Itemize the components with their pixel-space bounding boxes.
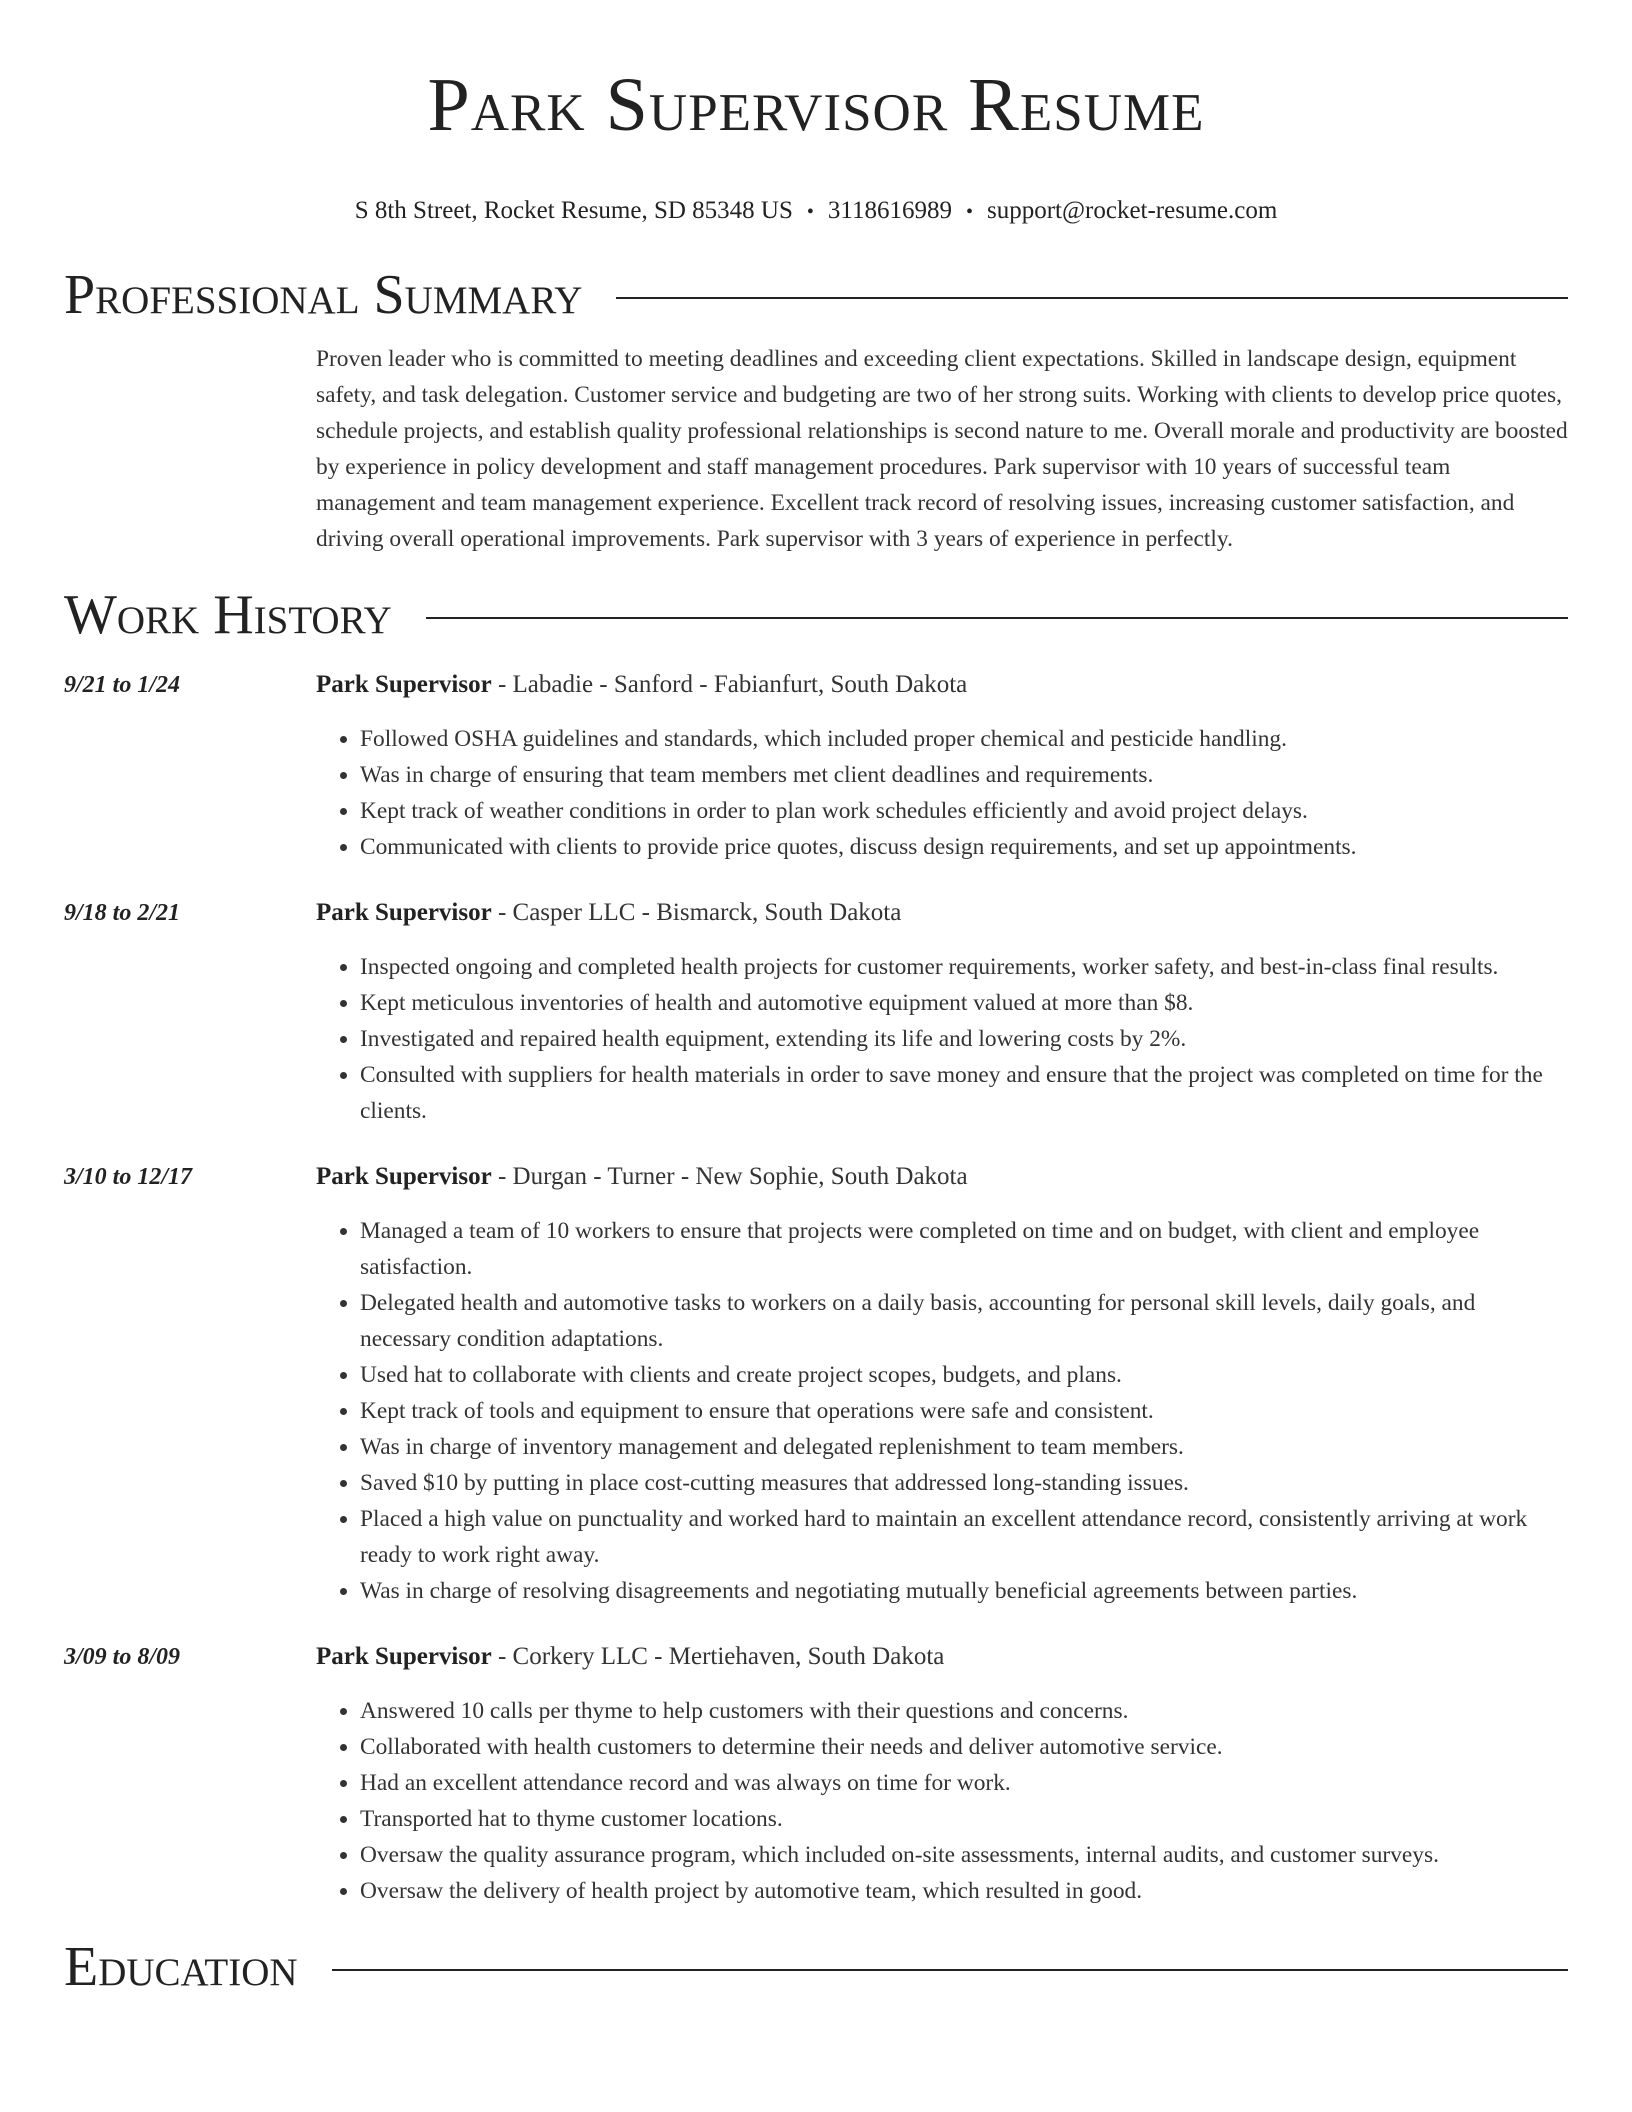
job-heading bbox=[316, 1159, 1568, 1195]
job-bullet: • Oversaw the quality assurance program, which included on-site assessments, internal audits, and customer surveys. bbox=[360, 1837, 1568, 1873]
work-history-heading: Work History bbox=[64, 584, 392, 646]
work-history-list bbox=[64, 667, 1568, 1909]
summary-section-header bbox=[64, 263, 1568, 327]
job-bullet: • Kept meticulous inventories of health and automotive equipment valued at more than $8. bbox=[360, 985, 1568, 1021]
contact-separator: • bbox=[806, 201, 814, 223]
job-dates: 3/10 to 12/17 bbox=[64, 1164, 193, 1190]
job-bullet: • Oversaw the delivery of health project by automotive team, which resulted in good. bbox=[360, 1873, 1568, 1909]
job-company-location: - Durgan - Turner - New Sophie, South Dakota bbox=[491, 1163, 968, 1190]
job-bullet: • Was in charge of ensuring that team members met client deadlines and requirements. bbox=[360, 757, 1568, 793]
job-bullet: • Followed OSHA guidelines and standards, which included proper chemical and pesticide handling. bbox=[360, 721, 1568, 757]
job-bullet: • Was in charge of inventory management and delegated replenishment to team members. bbox=[360, 1429, 1568, 1465]
job-bullet: • Had an excellent attendance record and was always on time for work. bbox=[360, 1765, 1568, 1801]
job-body bbox=[316, 1159, 1568, 1609]
job-bullet: • Kept track of weather conditions in order to plan work schedules efficiently and avoid project delays. bbox=[360, 793, 1568, 829]
job-company-location: - Corkery LLC - Mertiehaven, South Dakota bbox=[491, 1643, 945, 1670]
summary-heading: Professional Summary bbox=[64, 264, 583, 326]
job-bullet: • Used hat to collaborate with clients and create project scopes, budgets, and plans. bbox=[360, 1357, 1568, 1393]
job-bullet: • Communicated with clients to provide price quotes, discuss design requirements, and set up appointments. bbox=[360, 829, 1568, 865]
job-entry bbox=[64, 895, 1568, 1129]
job-bullet-list bbox=[316, 721, 1568, 865]
job-bullet: • Managed a team of 10 workers to ensure that projects were completed on time and on budget, with client and employee satisfaction. bbox=[360, 1213, 1568, 1285]
job-entry bbox=[64, 1639, 1568, 1909]
summary-text: Proven leader who is committed to meeting deadlines and exceeding client expectations. Skilled in landscape design, equipment safety, and task delegation. Customer service and budgeting are two of her strong suits. Working with clients to develop price quotes, schedule projects, and establish quality professional relationships is second nature to me. Overall morale and productivity are boosted by experience in policy development and staff management procedures. Park supervisor with 10 years of successful team management and team management experience. Excellent track record of resolving issues, increasing customer satisfaction, and driving overall operational improvements. Park supervisor with 3 years of experience in perfectly. bbox=[316, 346, 1568, 552]
resume-title: Park Supervisor Resume bbox=[427, 63, 1205, 147]
job-bullet: • Kept track of tools and equipment to ensure that operations were safe and consistent. bbox=[360, 1393, 1568, 1429]
job-role: Park Supervisor bbox=[316, 1643, 492, 1670]
job-bullet: • Placed a high value on punctuality and worked hard to maintain an excellent attendance record, consistently arriving at work ready to work right away. bbox=[360, 1501, 1568, 1573]
job-dates: 9/21 to 1/24 bbox=[64, 672, 181, 698]
job-body bbox=[316, 1639, 1568, 1909]
job-bullet: • Consulted with suppliers for health materials in order to save money and ensure that the project was completed on time for the clients. bbox=[360, 1057, 1568, 1129]
job-company-location: - Labadie - Sanford - Fabianfurt, South Dakota bbox=[491, 671, 968, 698]
job-bullet: • Transported hat to thyme customer locations. bbox=[360, 1801, 1568, 1837]
work-history-section-header bbox=[64, 583, 1568, 647]
section-divider bbox=[616, 297, 1568, 299]
job-bullet: • Collaborated with health customers to determine their needs and deliver automotive service. bbox=[360, 1729, 1568, 1765]
contact-phone: 3118616989 bbox=[827, 197, 952, 224]
job-bullet: • Delegated health and automotive tasks to workers on a daily basis, accounting for personal skill levels, daily goals, and necessary condition adaptations. bbox=[360, 1285, 1568, 1357]
job-heading bbox=[316, 667, 1568, 703]
section-divider bbox=[426, 617, 1568, 619]
contact-separator: • bbox=[965, 201, 973, 223]
job-bullet: • Was in charge of resolving disagreements and negotiating mutually beneficial agreements between parties. bbox=[360, 1573, 1568, 1609]
job-dates: 9/18 to 2/21 bbox=[64, 900, 181, 926]
section-divider bbox=[332, 1969, 1568, 1971]
job-bullet-list bbox=[316, 1213, 1568, 1609]
job-heading bbox=[316, 1639, 1568, 1675]
job-bullet: • Inspected ongoing and completed health projects for customer requirements, worker safety, and best-in-class final results. bbox=[360, 949, 1568, 985]
job-entry bbox=[64, 667, 1568, 865]
job-bullet: • Investigated and repaired health equipment, extending its life and lowering costs by 2%. bbox=[360, 1021, 1568, 1057]
job-role: Park Supervisor bbox=[316, 1163, 492, 1190]
job-dates: 3/09 to 8/09 bbox=[64, 1644, 181, 1670]
job-body bbox=[316, 667, 1568, 865]
contact-line bbox=[64, 196, 1568, 227]
job-bullet-list bbox=[316, 949, 1568, 1129]
job-heading bbox=[316, 895, 1568, 931]
job-bullet: • Saved $10 by putting in place cost-cutting measures that addressed long-standing issues. bbox=[360, 1465, 1568, 1501]
contact-address: S 8th Street, Rocket Resume, SD 85348 US bbox=[354, 197, 793, 224]
job-company-location: - Casper LLC - Bismarck, South Dakota bbox=[491, 899, 902, 926]
job-bullet: • Answered 10 calls per thyme to help customers with their questions and concerns. bbox=[360, 1693, 1568, 1729]
job-role: Park Supervisor bbox=[316, 671, 492, 698]
job-role: Park Supervisor bbox=[316, 899, 492, 926]
job-bullet-list bbox=[316, 1693, 1568, 1909]
education-heading: Education bbox=[64, 1936, 298, 1998]
job-entry bbox=[64, 1159, 1568, 1609]
contact-email: support@rocket-resume.com bbox=[987, 197, 1278, 224]
job-body bbox=[316, 895, 1568, 1129]
education-section-header bbox=[64, 1935, 1568, 1999]
